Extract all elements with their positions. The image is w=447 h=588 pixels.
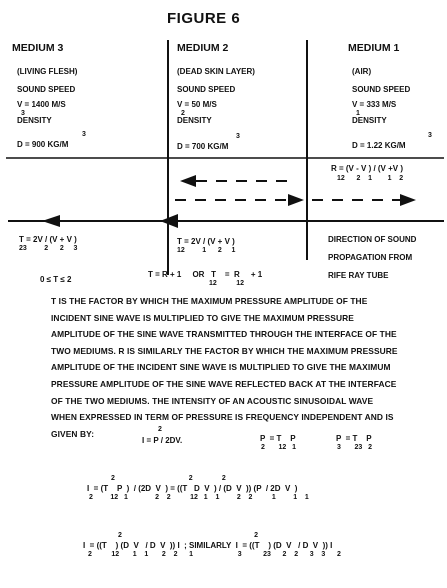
- medium-2-speed-value: V = 50 M/S: [177, 100, 217, 109]
- transmission-12-subs: 12 1 2 1: [177, 247, 236, 254]
- paragraph-line: AMPLITUDE OF THE SINE WAVE TRANSMITTED THROUGH THE INTERFACE OF THE: [51, 329, 397, 340]
- incident-wave-arrow-medium2: [175, 194, 304, 206]
- paragraph-line: WHEN EXPRESSED IN TERM OF PRESSURE IS FREQUENCY INDEPENDENT AND IS: [51, 412, 394, 423]
- i2-sups: 2 2 2: [111, 475, 226, 482]
- medium-2-density-exp: 3: [236, 133, 240, 140]
- medium-3-speed-label: SOUND SPEED: [17, 85, 76, 94]
- transmission-23-subs: 23 2 2 3: [19, 245, 78, 252]
- reflection-equation: R = (V - V ) / (V +V ): [331, 164, 404, 173]
- medium-3-speed-value: V = 1400 M/S: [17, 100, 66, 109]
- p2-subs: 2 12 1: [261, 444, 297, 451]
- source-label: RIFE RAY TUBE: [328, 271, 389, 280]
- paragraph-line: GIVEN BY:: [51, 428, 95, 439]
- p3-equation: P = T P: [336, 434, 372, 443]
- medium-1-desc: (AIR): [352, 67, 372, 76]
- i2-equation: I = (T P ) / (2D V ) = ((T D V ) / (D V )) (P / 2D V ): [87, 484, 298, 493]
- medium-2-density-value: D = 700 KG/M: [177, 142, 229, 151]
- medium-1-speed-label: SOUND SPEED: [352, 85, 411, 94]
- paragraph-line: TWO MEDIUMS. R IS SIMILARLY THE FACTOR BY WHICH THE MAXIMUM PRESSURE: [51, 345, 398, 356]
- medium-2-speed-sub: 2: [181, 110, 185, 117]
- reflected-wave-arrow: [180, 175, 292, 187]
- figure-title: FIGURE 6: [167, 10, 241, 27]
- medium-2-desc: (DEAD SKIN LAYER): [177, 67, 255, 76]
- medium-3-desc: (LIVING FLESH): [17, 67, 78, 76]
- i3-sups: 2 2: [118, 532, 259, 539]
- propagation-label: PROPAGATION FROM: [328, 253, 413, 262]
- t-r-relation-subs: 12 12: [209, 280, 245, 287]
- medium-1-density-value: D = 1.22 KG/M: [352, 141, 406, 150]
- i3-subs: 2 12 1 1 2 2 1 3 23 2 2 3 3 2: [88, 551, 341, 558]
- i3-equation: I = ((T ) (D V / D V )) I ; SIMILARLY I = ((T ) (D V / D V )) I: [83, 541, 333, 550]
- p3-subs: 3 23 2: [337, 444, 373, 451]
- t-range: 0 ≤ T ≤ 2: [40, 275, 72, 284]
- paragraph-line: PRESSURE AMPLITUDE OF THE SINE WAVE REFLECTED BACK AT THE INTERFACE: [51, 378, 397, 389]
- medium-1-density-exp: 3: [428, 132, 432, 139]
- paragraph-line: AMPLITUDE OF THE INCIDENT SINE WAVE IS MULTIPLIED TO GIVE THE MAXIMUM: [51, 362, 391, 373]
- intensity-formula: I = P / 2DV.: [142, 436, 183, 445]
- medium-2-density-label: DENSITY: [177, 116, 212, 125]
- medium-1-speed-sub: 1: [356, 110, 360, 117]
- intensity-exp: 2: [158, 426, 162, 433]
- propagation-arrow: [8, 214, 444, 228]
- p2-equation: P = T P: [260, 434, 296, 443]
- medium-1-name: MEDIUM 1: [348, 42, 400, 54]
- medium-3-density-value: D = 900 KG/M: [17, 140, 69, 149]
- medium-3-density-exp: 3: [82, 131, 86, 138]
- i2-subs: 2 12 1 2 2 12 1 1 2 2 1 1 1: [89, 494, 309, 501]
- medium-2-speed-label: SOUND SPEED: [177, 85, 236, 94]
- medium-1-speed-value: V = 333 M/S: [352, 100, 397, 109]
- paragraph-line: INCIDENT SINE WAVE IS MULTIPLIED TO GIVE THE MAXIMUM PRESSURE: [51, 312, 354, 323]
- medium-2-name: MEDIUM 2: [177, 42, 229, 54]
- medium-1-density-label: DENSITY: [352, 116, 387, 125]
- paragraph-line: T IS THE FACTOR BY WHICH THE MAXIMUM PRESSURE AMPLITUDE OF THE: [51, 296, 368, 306]
- incident-wave-arrow-medium1: [312, 194, 416, 206]
- medium-3-speed-sub: 3: [21, 110, 25, 117]
- transmission-23-equation: T = 2V / (V + V ): [19, 235, 77, 244]
- t-r-relation: T = R + 1 OR T = R + 1: [148, 270, 263, 279]
- medium-3-name: MEDIUM 3: [12, 42, 64, 54]
- direction-label: DIRECTION OF SOUND: [328, 235, 417, 244]
- reflection-equation-subs: 12 2 1 1 2: [337, 175, 404, 182]
- paragraph-line: OF THE TWO MEDIUMS. THE INTENSITY OF AN ACOUSTIC SINUSOIDAL WAVE: [51, 395, 374, 406]
- explanation-paragraph: [51, 293, 398, 442]
- medium-3-density-label: DENSITY: [17, 116, 52, 125]
- transmission-12-equation: T = 2V / (V + V ): [177, 237, 235, 246]
